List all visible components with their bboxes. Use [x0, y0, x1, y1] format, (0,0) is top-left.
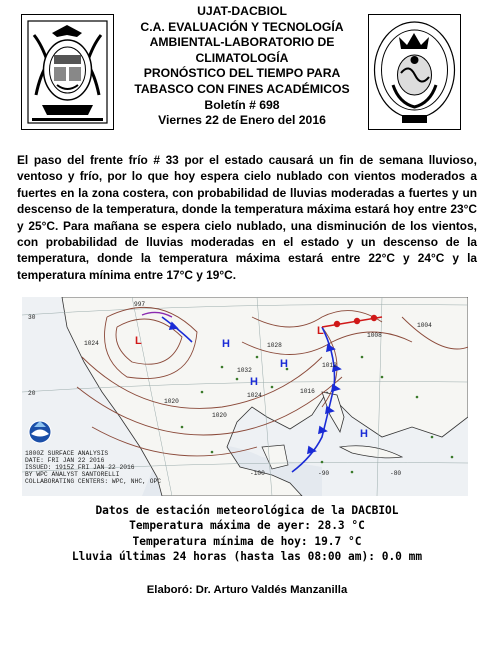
- pressure-label: 997: [134, 301, 146, 308]
- noaa-logo-icon: [29, 421, 51, 443]
- pressure-label: 1020: [164, 398, 179, 405]
- high-pressure-mark: H: [250, 376, 258, 388]
- high-pressure-mark: H: [360, 428, 368, 440]
- dacbiol-seal-icon: [369, 15, 460, 129]
- header-line-4: CLIMATOLOGÍA: [195, 50, 289, 65]
- max-temperature: Temperatura máxima de ayer: 28.3 °C: [129, 519, 365, 533]
- author-credit: Elaboró: Dr. Arturo Valdés Manzanilla: [146, 584, 348, 596]
- pressure-label: 1008: [367, 332, 382, 339]
- map-caption-line: 1800Z SURFACE ANALYSIS: [25, 450, 109, 457]
- map-caption-line: ISSUED: 1915Z FRI JAN 22 2016: [25, 464, 135, 471]
- surface-map-graphic: [22, 297, 468, 496]
- station-title: Datos de estación meteorológica de la DACBIOL: [95, 504, 399, 517]
- pressure-label: 1024: [84, 340, 99, 347]
- longitude-label: -80: [390, 470, 402, 477]
- pressure-label: 1012: [322, 362, 337, 369]
- map-caption-line: COLLABORATING CENTERS: WPC, NHC, OPC: [25, 478, 162, 485]
- latitude-label: 30: [28, 314, 36, 321]
- forecast-paragraph: El paso del frente frío # 33 por el estado causará un fin de semana lluvioso, ventoso y frío, por lo que hoy espera cielo nublado con vientos moderados a fuertes en la zona costera, con probabilidad de lluvias moderadas a fuertes y un descenso de la temperatura, donde la temperatura máxima estará hoy entre 23°C y 25°C. Para mañana se espera cielo nublado, una disminución de los vientos, con probabilidad de lluvias moderadas en el estado y un descenso de la temperatura, donde la temperatura máxima estará entre 22°C y 24°C y la temperatura mínima entre 17°C y 19°C.: [17, 153, 477, 282]
- bulletin-header: [118, 4, 366, 129]
- low-pressure-mark: L: [135, 335, 142, 347]
- rainfall: Lluvia últimas 24 horas (hasta las 08:00 am): 0.0 mm: [71, 550, 423, 564]
- high-pressure-mark: H: [280, 358, 288, 370]
- university-seal-logo: [21, 14, 114, 130]
- min-temperature: Temperatura mínima de hoy: 19.7 °C: [132, 534, 362, 548]
- surface-analysis-map: [22, 297, 468, 496]
- station-data: [0, 503, 494, 565]
- latitude-label: 20: [28, 390, 36, 397]
- map-caption-line: DATE: FRI JAN 22 2016: [25, 457, 105, 464]
- header-line-6: TABASCO CON FINES ACADÉMICOS: [134, 81, 350, 96]
- pressure-label: 1016: [300, 388, 315, 395]
- longitude-label: -100: [250, 470, 265, 477]
- university-seal-icon: [22, 15, 113, 129]
- map-caption-line: BY WPC ANALYST SANTORELLI: [25, 471, 120, 478]
- bulletin-number: Boletín # 698: [204, 97, 280, 112]
- low-pressure-mark: L: [317, 325, 324, 337]
- high-pressure-mark: H: [222, 338, 230, 350]
- pressure-label: 1024: [247, 392, 262, 399]
- header-line-2: C.A. EVALUACIÓN Y TECNOLOGÍA: [140, 19, 344, 34]
- bulletin-date: Viernes 22 de Enero del 2016: [158, 113, 326, 128]
- pressure-label: 1028: [267, 342, 282, 349]
- dacbiol-seal-logo: [368, 14, 461, 130]
- pressure-label: 1020: [212, 412, 227, 419]
- header-line-1: UJAT-DACBIOL: [197, 4, 287, 18]
- header-line-3: AMBIENTAL-LABORATORIO DE: [149, 35, 335, 50]
- longitude-label: -90: [318, 470, 330, 477]
- pressure-label: 1004: [417, 322, 432, 329]
- header-line-5: PRONÓSTICO DEL TIEMPO PARA: [143, 66, 341, 81]
- pressure-label: 1032: [237, 367, 252, 374]
